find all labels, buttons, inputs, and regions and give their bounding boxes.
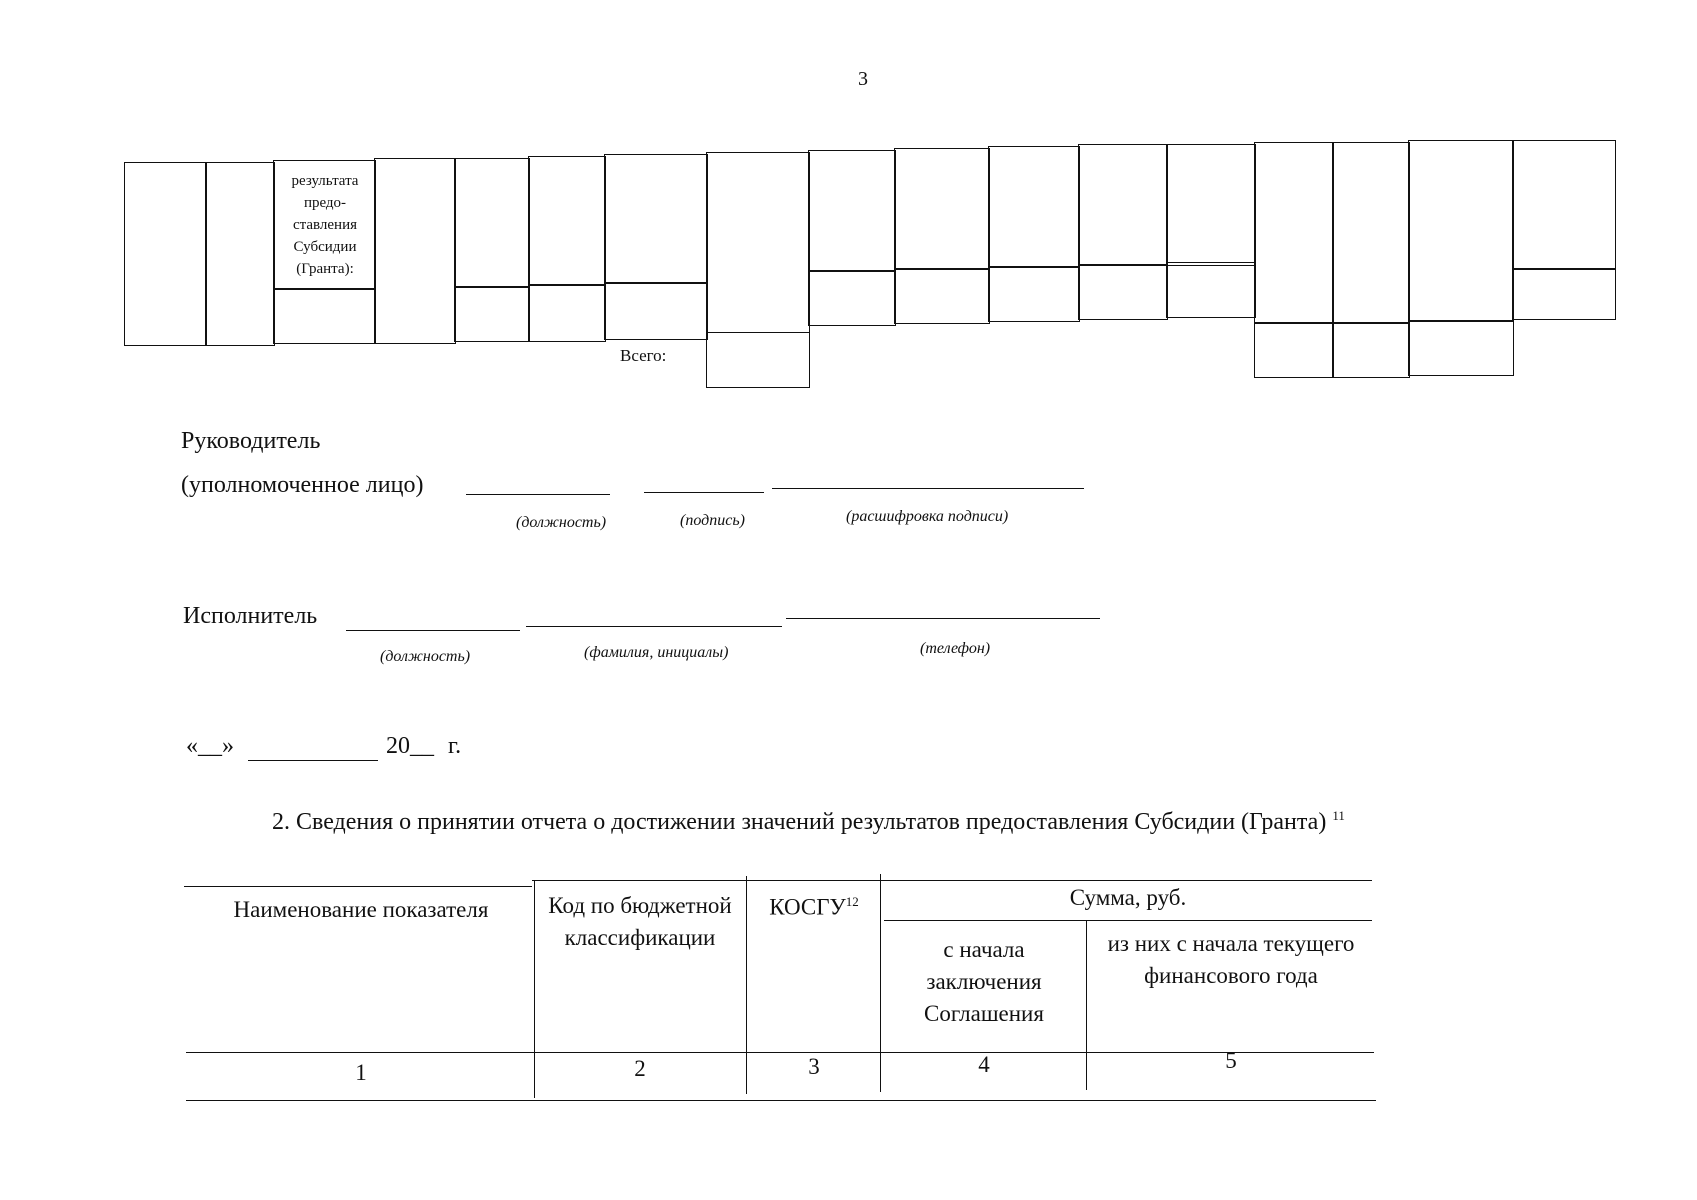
total-label: Всего: <box>620 346 667 365</box>
column-number: 1 <box>355 1060 367 1085</box>
head-label-authorized: (уполномоченное лицо) <box>181 472 424 498</box>
header-indicator: Наименование показателя <box>233 897 489 922</box>
column-number: 5 <box>1225 1048 1237 1073</box>
table-rule <box>880 874 881 1092</box>
header-current-year: из них с начала текущего финансового года <box>1107 931 1355 988</box>
table-rule <box>534 880 535 1098</box>
executor-label: Исполнитель <box>183 603 318 629</box>
table-rule <box>1086 920 1087 1090</box>
header-kosgu-text: КОСГУ <box>769 894 846 920</box>
caption-signature-decoding: (расшифровка подписи) <box>846 508 1009 525</box>
column-number: 4 <box>978 1052 990 1077</box>
header-sum: Сумма, руб. <box>1069 885 1187 910</box>
header-since-agreement: с начала заключения Соглашения <box>924 937 1044 1026</box>
table-rule <box>746 876 747 1094</box>
caption-signature: (подпись) <box>680 512 745 529</box>
table-rule <box>184 886 532 887</box>
column-number: 3 <box>808 1054 820 1079</box>
header-kosgu <box>752 886 876 924</box>
result-header-text: результата предо-ставления Субсидии (Гранта): <box>291 173 359 277</box>
date-day: «__» <box>186 733 234 759</box>
table-rule <box>884 920 1372 921</box>
header-budget-code: Код по бюджетной классификации <box>548 893 732 950</box>
caption-executor-position: (должность) <box>380 648 471 665</box>
caption-executor-phone: (телефон) <box>920 640 991 657</box>
section-title-text: 2. Сведения о принятии отчета о достижении значений результатов предоставления Субсидии (Гранта) <box>272 809 1327 835</box>
date-suffix: г. <box>448 733 462 759</box>
section-title-footnote: 11 <box>1332 808 1345 823</box>
column-number: 2 <box>634 1056 646 1081</box>
caption-executor-name: (фамилия, инициалы) <box>584 644 729 661</box>
caption-position: (должность) <box>516 514 607 531</box>
header-kosgu-footnote: 12 <box>845 894 859 909</box>
date-year: 20__ <box>386 733 434 759</box>
table-rule <box>532 880 1372 881</box>
table-rule <box>186 1100 1376 1101</box>
page-number: 3 <box>858 68 868 90</box>
head-label: Руководитель <box>181 428 321 454</box>
